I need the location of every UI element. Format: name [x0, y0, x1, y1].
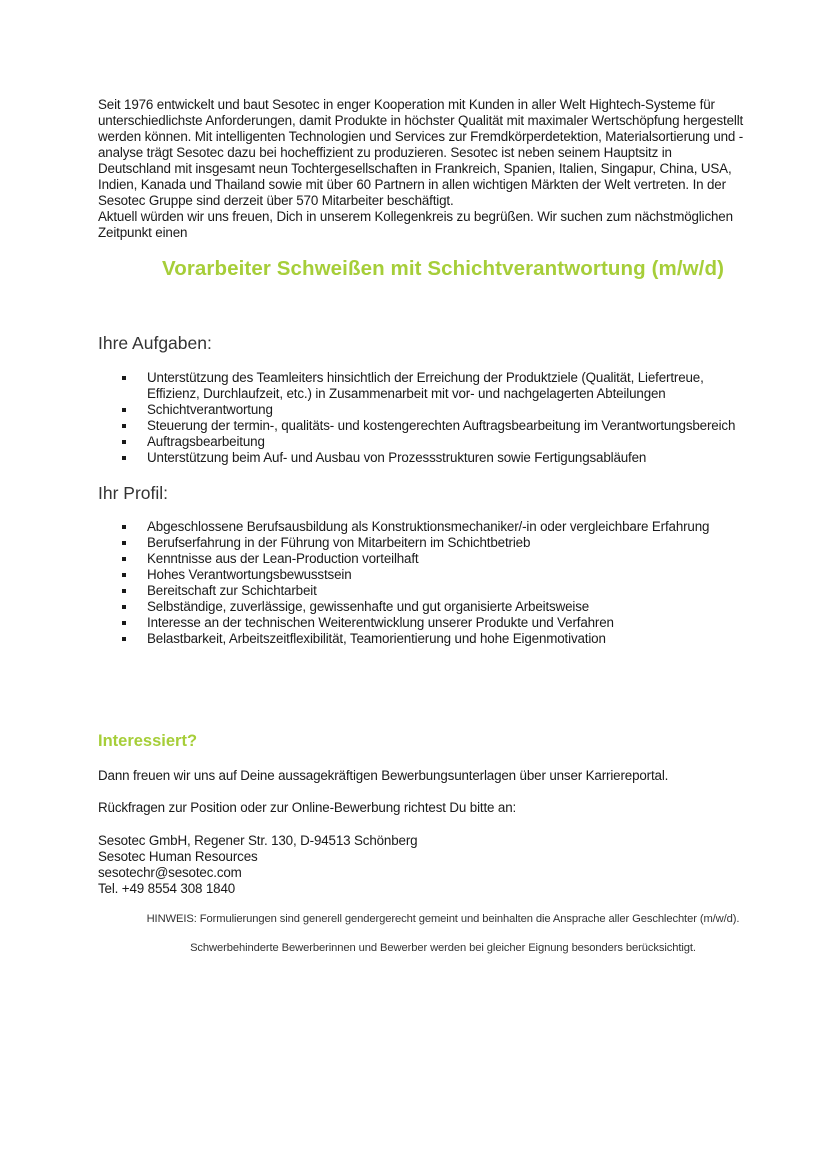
intro-line: werden können. Mit intelligenten Technologien und Services zur Fremdkörperdetektion, Materialsortierung und -: [98, 129, 744, 144]
aufgaben-list: [98, 370, 798, 466]
square-bullet-icon: [122, 525, 126, 529]
intro-line: Indien, Kanada und Thailand sowie mit über 60 Partnern in allen wichtigen Märkten der Welt vertreten. In der: [98, 177, 726, 192]
list-item-text: Abgeschlossene Berufsausbildung als Konstruktionsmechaniker/-in oder vergleichbare Erfahrung: [147, 519, 710, 534]
list-item: [98, 583, 798, 599]
company-intro: [98, 97, 788, 241]
list-item-text: Kenntnisse aus der Lean-Production vorteilhaft: [147, 551, 419, 566]
square-bullet-icon: [122, 557, 126, 561]
list-item: [98, 599, 798, 615]
list-item: [98, 450, 798, 466]
list-item: [98, 519, 798, 535]
list-item-text: Berufserfahrung in der Führung von Mitarbeitern im Schichtbetrieb: [147, 535, 531, 550]
section-heading-profil: Ihr Profil:: [98, 483, 169, 503]
square-bullet-icon: [122, 605, 126, 609]
square-bullet-icon: [122, 424, 126, 428]
list-item: [98, 370, 798, 402]
square-bullet-icon: [122, 376, 126, 380]
list-item: [98, 535, 798, 551]
list-item: [98, 418, 798, 434]
gender-note: HINWEIS: Formulierungen sind generell gendergerecht gemeint und beinhalten die Ansprache aller Geschlechter (m/w/d).: [146, 913, 740, 925]
profil-list: [98, 519, 798, 647]
square-bullet-icon: [122, 440, 126, 444]
list-item-text: Selbständige, zuverlässige, gewissenhafte und gut organisierte Arbeitsweise: [147, 599, 590, 614]
intro-line: analyse trägt Sesotec dazu bei hocheffizient zu produzieren. Sesotec ist neben seinem Hauptsitz in: [98, 145, 672, 160]
intro-line: Seit 1976 entwickelt und baut Sesotec in enger Kooperation mit Kunden in aller Welt Hightech-Systeme für: [98, 97, 715, 112]
list-item-text: Interesse an der technischen Weiterentwicklung unserer Produkte und Verfahren: [147, 615, 614, 630]
list-item-text: Unterstützung beim Auf- und Ausbau von Prozessstrukturen sowie Fertigungsabläufen: [147, 450, 647, 465]
department-name: Sesotec Human Resources: [98, 849, 258, 864]
square-bullet-icon: [122, 456, 126, 460]
contact-address: [98, 833, 788, 897]
intro-line: Zeitpunkt einen: [98, 225, 188, 240]
job-title: Vorarbeiter Schweißen mit Schichtverantwortung (m/w/d): [161, 257, 725, 280]
intro-line: Deutschland mit insgesamt neun Tochtergesellschaften in Frankreich, Spanien, Italien, Singapur, China, USA,: [98, 161, 732, 176]
questions-note: [98, 800, 788, 816]
questions-text: Rückfragen zur Position oder zur Online-Bewerbung richtest Du bitte an:: [98, 800, 517, 815]
list-item-text: Hohes Verantwortungsbewusstsein: [147, 567, 352, 582]
intro-line: Aktuell würden wir uns freuen, Dich in unserem Kollegenkreis zu begrüßen. Wir suchen zum nächstmöglichen: [98, 209, 733, 224]
interested-heading: Interessiert?: [98, 732, 198, 750]
disability-note: Schwerbehinderte Bewerberinnen und Bewerber werden bei gleicher Eignung besonders berücksichtigt.: [190, 942, 696, 954]
section-heading-aufgaben: Ihre Aufgaben:: [98, 333, 212, 353]
square-bullet-icon: [122, 573, 126, 577]
list-item: [98, 615, 798, 631]
list-item-text: Auftragsbearbeitung: [147, 434, 265, 449]
list-item: [98, 567, 798, 583]
square-bullet-icon: [122, 408, 126, 412]
list-item-text: Bereitschaft zur Schichtarbeit: [147, 583, 317, 598]
intro-line: unterschiedlichste Anforderungen, damit Produkte in höchster Qualität mit maximaler Wertschöpfung hergestellt: [98, 113, 744, 128]
list-item-text: Schichtverantwortung: [147, 402, 273, 417]
list-item-text: Steuerung der termin-, qualitäts- und kostengerechten Auftragsbearbeitung im Verantwortungsbereich: [147, 418, 736, 433]
list-item-text: Belastbarkeit, Arbeitszeitflexibilität, Teamorientierung und hohe Eigenmotivation: [147, 631, 606, 646]
list-item: [98, 434, 798, 450]
application-cta: [98, 768, 788, 784]
intro-line: Sesotec Gruppe sind derzeit über 570 Mitarbeiter beschäftigt.: [98, 193, 454, 208]
list-item-text: Unterstützung des Teamleiters hinsichtlich der Erreichung der Produktziele (Qualität, Liefertreue,: [147, 370, 704, 385]
company-address: Sesotec GmbH, Regener Str. 130, D-94513 Schönberg: [98, 833, 418, 848]
list-item: [98, 402, 798, 418]
square-bullet-icon: [122, 637, 126, 641]
contact-phone: Tel. +49 8554 308 1840: [98, 881, 236, 896]
list-item: [98, 551, 798, 567]
contact-email[interactable]: sesotechr@sesotec.com: [98, 865, 242, 880]
square-bullet-icon: [122, 541, 126, 545]
square-bullet-icon: [122, 589, 126, 593]
list-item-text: Effizienz, Durchlaufzeit, etc.) in Zusammenarbeit mit vor- und nachgelagerten Abteilungen: [147, 386, 666, 401]
square-bullet-icon: [122, 621, 126, 625]
cta-text: Dann freuen wir uns auf Deine aussagekräftigen Bewerbungsunterlagen über unser Karriereportal.: [98, 768, 669, 783]
list-item: [98, 631, 798, 647]
